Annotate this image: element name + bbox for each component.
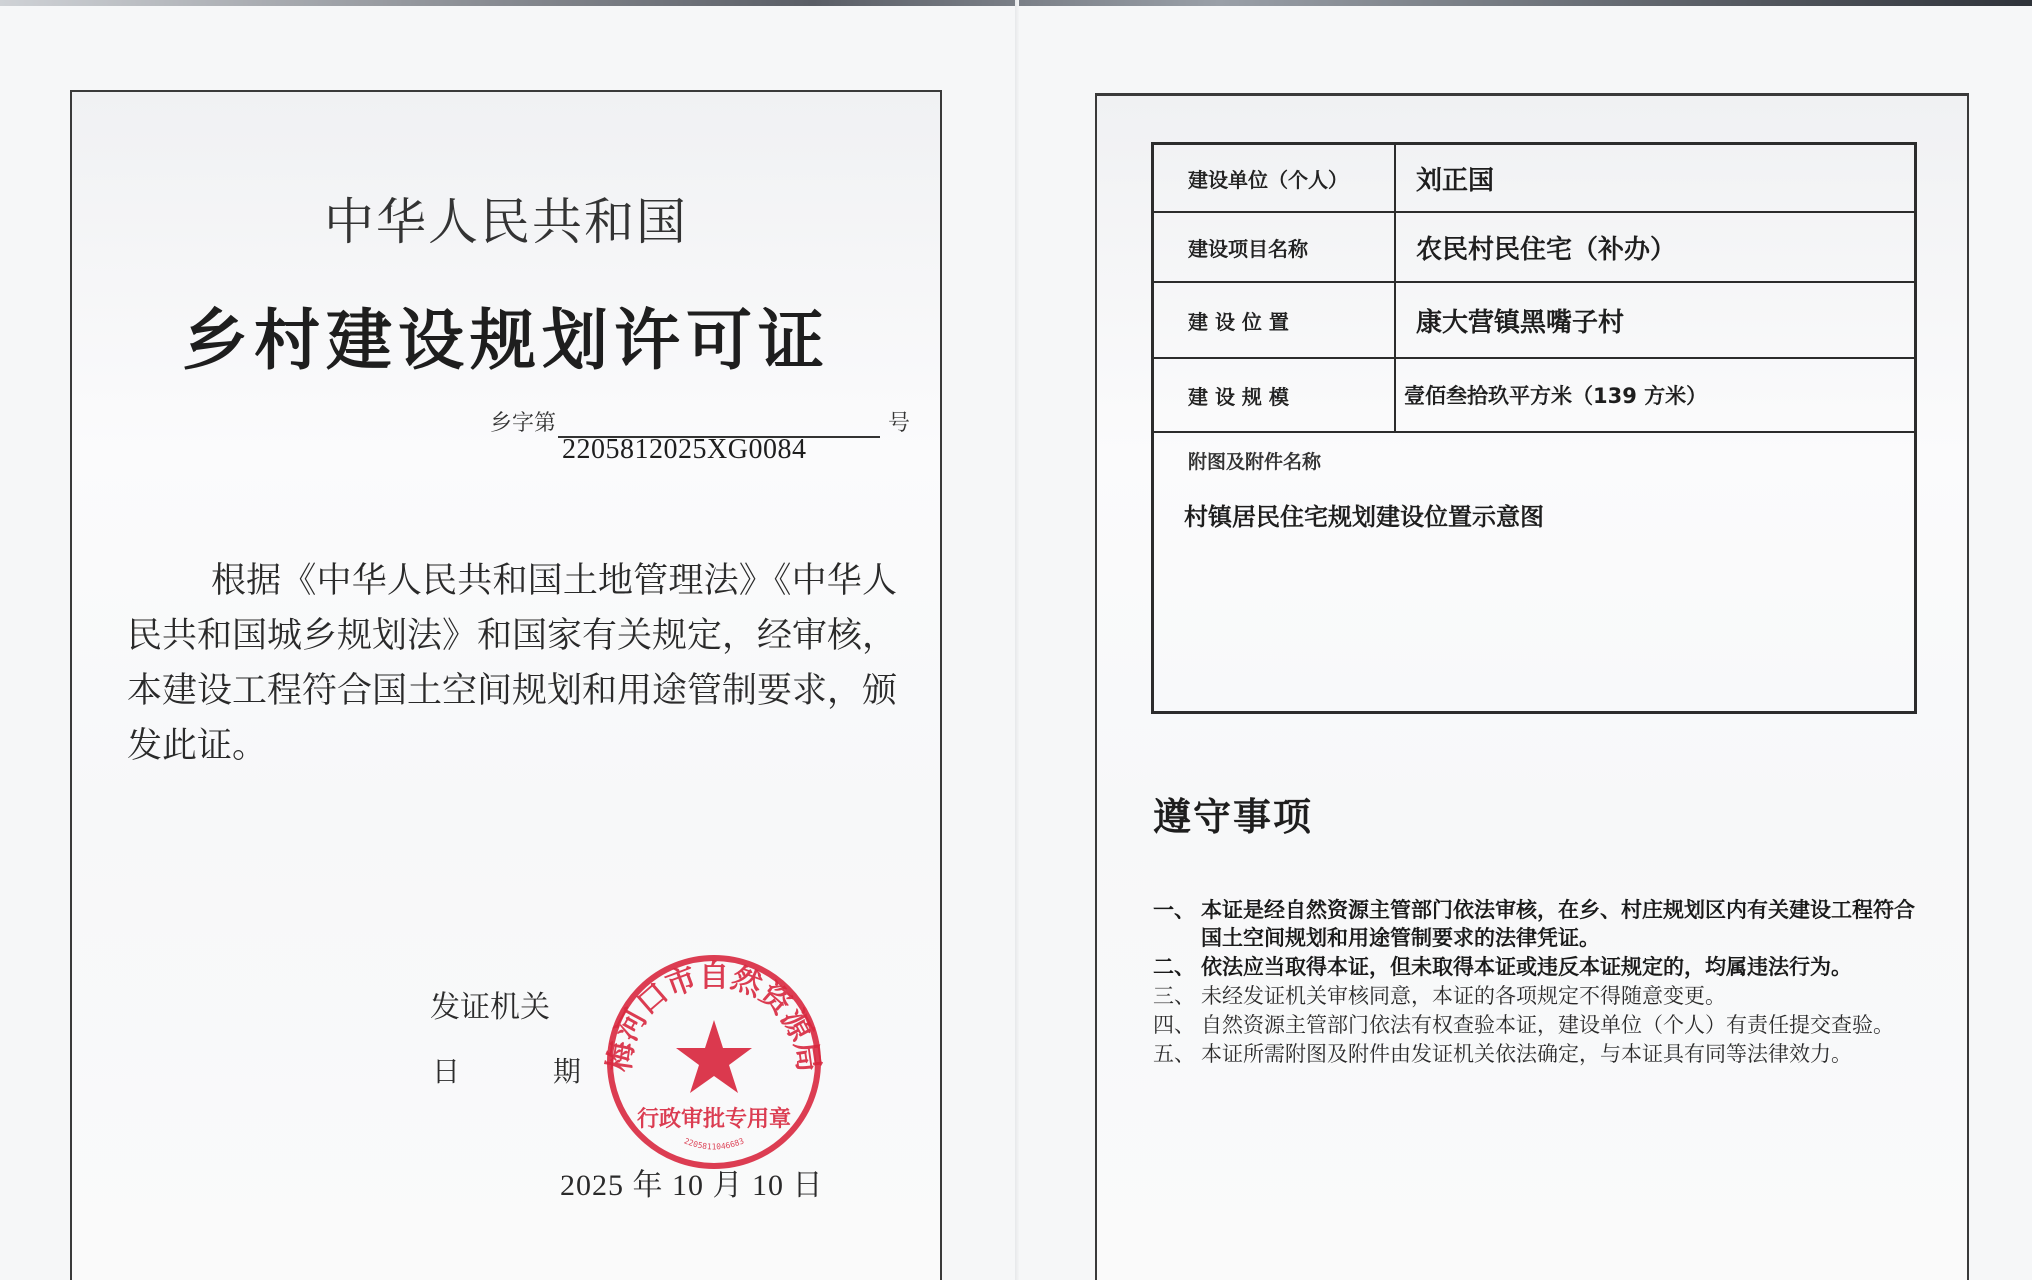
- rules-title: 遵守事项: [1153, 795, 1314, 839]
- scale-label: 建 设 规 模: [1154, 359, 1396, 431]
- rule-text: 未经发证机关审核同意，本证的各项规定不得随意变更。: [1201, 984, 1726, 1008]
- builder-value: 刘正国: [1416, 165, 1495, 196]
- rule-number: 一、: [1153, 898, 1195, 922]
- date-label: 日 期: [432, 1055, 623, 1088]
- rule-item: [1153, 1011, 1933, 1039]
- rule-text: 本证是经自然资源主管部门依法审核，在乡、村庄规划区内有关建设工程符合国土空间规划和用途管制要求的法律凭证。: [1201, 898, 1915, 950]
- location-label: 建 设 位 置: [1154, 283, 1396, 357]
- page-fold: [1015, 0, 1019, 1280]
- rule-item: [1153, 982, 1933, 1010]
- certificate-prefix: 乡字第: [490, 411, 557, 436]
- rule-number: 五、: [1153, 1042, 1195, 1066]
- rules-list: [1153, 896, 1933, 1069]
- permit-details-page: [1095, 93, 1969, 1280]
- rule-number: 三、: [1153, 984, 1195, 1008]
- rule-text: 本证所需附图及附件由发证机关依法确定，与本证具有同等法律效力。: [1201, 1042, 1852, 1066]
- project-info-table: [1151, 142, 1917, 714]
- rule-number: 二、: [1153, 955, 1195, 979]
- project-name-value: 农民村民住宅（补办）: [1416, 234, 1677, 265]
- svg-text:2205811046683: 2205811046683: [682, 1136, 746, 1152]
- rule-text: 依法应当取得本证，但未取得本证或违反本证规定的，均属违法行为。: [1201, 955, 1852, 979]
- certificate-suffix: 号: [888, 411, 911, 436]
- svg-text:行政审批专用章: 行政审批专用章: [636, 1107, 792, 1132]
- scale-value: 壹佰叁拾玖平方米（139 方米）: [1404, 384, 1708, 408]
- location-value: 康大营镇黑嘴子村: [1416, 307, 1625, 338]
- attachments-label: 附图及附件名称: [1188, 451, 1322, 473]
- rule-text: 自然资源主管部门依法有权查验本证，建设单位（个人）有责任提交查验。: [1201, 1013, 1894, 1037]
- rule-item: [1153, 896, 1933, 952]
- rule-item: [1153, 1040, 1933, 1068]
- project-name-label: 建设项目名称: [1154, 213, 1396, 281]
- certificate-number: 2205812025XG0084: [562, 434, 807, 465]
- country-title: 中华人民共和国: [324, 193, 688, 251]
- table-row-builder: [1154, 145, 1914, 213]
- rule-number: 四、: [1153, 1013, 1195, 1037]
- table-row-location: [1154, 283, 1914, 359]
- permit-title: 乡村建设规划许可证: [182, 302, 830, 379]
- attachments-value: 村镇居民住宅规划建设位置示意图: [1184, 503, 1544, 531]
- official-seal-stamp: [600, 948, 828, 1176]
- permit-cover-page: [70, 90, 942, 1280]
- table-row-project-name: [1154, 213, 1914, 283]
- table-row-scale: [1154, 359, 1914, 433]
- rule-item: [1153, 953, 1933, 981]
- builder-label: 建设单位（个人）: [1154, 145, 1396, 211]
- permit-statement: 根据《中华人民共和国土地管理法》《中华人民共和国城乡规划法》和国家有关规定，经审核，本建设工程符合国土空间规划和用途管制要求，颁发此证。: [127, 561, 898, 766]
- issue-date: 2025 年 10 月 10 日: [560, 1169, 824, 1202]
- issuer-label: 发证机关: [430, 990, 550, 1025]
- svg-text:梅河口市自然资源局: 梅河口市自然资源局: [601, 958, 827, 1075]
